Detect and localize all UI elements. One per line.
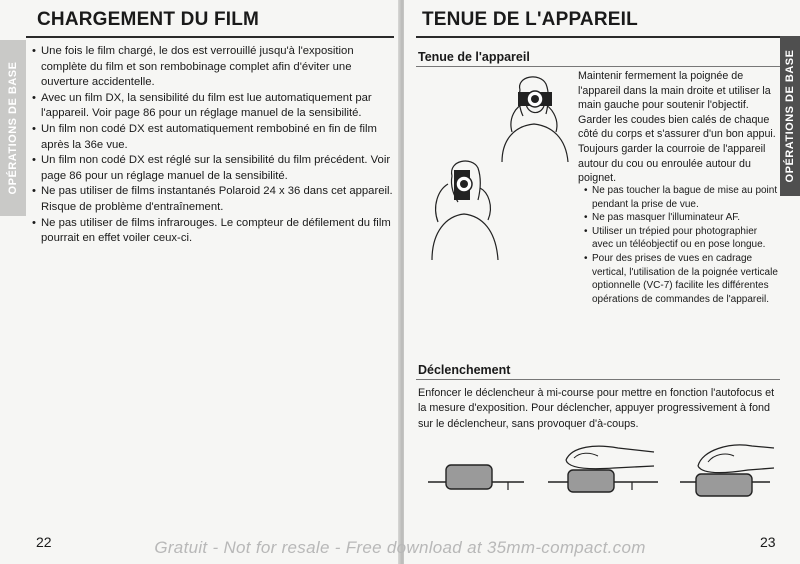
tip-item: • Ne pas toucher la bague de mise au point pendant la prise de vue.: [584, 184, 780, 211]
shutter-button-full-press: [680, 445, 774, 496]
shutter-button-half-press: [548, 446, 658, 492]
right-page-number: 23: [760, 534, 776, 550]
tip-item: • Ne pas masquer l'illuminateur AF.: [584, 211, 780, 225]
bullet-item: • Une fois le film chargé, le dos est verrouillé jusqu'à l'exposition complète du film et son rembobinage complet afin d'éviter une ouverture accidentelle.: [32, 44, 394, 91]
film-loading-bullets: [32, 44, 394, 247]
horizontal-hold-illustration: [490, 70, 580, 162]
hold-section-heading: Tenue de l'appareil: [418, 50, 530, 64]
shutter-release-diagrams: [418, 440, 778, 506]
right-title-rule: [416, 36, 782, 38]
release-instructions: Enfoncer le déclencheur à mi-course pour mettre en fonction l'autofocus et la mesure d'exposition. Pour déclencher, appuyer progressivement à fond sur le déclencheur, sans provoquer d'à-coups.: [418, 387, 775, 430]
tip-item: • Utiliser un trépied pour photographier avec un téléobjectif ou en pose longue.: [584, 225, 780, 252]
shutter-button-released: [428, 465, 524, 490]
left-side-tab-label: OPÉRATIONS DE BASE: [7, 61, 19, 195]
release-section-heading: Déclenchement: [418, 363, 511, 377]
right-side-tab-label: OPÉRATIONS DE BASE: [784, 49, 796, 183]
hold-section-rule: [416, 66, 780, 67]
vertical-hold-illustration: [424, 150, 504, 260]
release-section-rule: [416, 379, 780, 380]
right-page-title: TENUE DE L'APPAREIL: [422, 9, 638, 30]
left-page-number: 22: [36, 534, 52, 550]
bullet-item: • Ne pas utiliser de films instantanés Polaroid 24 x 36 dans cet appareil. Risque de problème d'entraînement.: [32, 184, 394, 215]
bullet-item: • Avec un film DX, la sensibilité du film est lue automatiquement par l'appareil. Voir page 86 pour un réglage manuel de la sensibilité.: [32, 91, 394, 122]
bullet-item: • Un film non codé DX est automatiquement rembobiné en fin de film après la 36e vue.: [32, 122, 394, 153]
left-side-tab: [0, 40, 26, 216]
right-side-tab: [780, 36, 800, 196]
right-page: [404, 0, 800, 564]
left-page-title: CHARGEMENT DU FILM: [37, 9, 260, 30]
watermark: Gratuit - Not for resale - Free download at 35mm-compact.com: [154, 538, 646, 557]
tip-item: • Pour des prises de vues en cadrage vertical, l'utilisation de la poignée verticale optionnelle (VC-7) facilite les différentes opérations de commandes de l'appareil.: [584, 252, 780, 306]
hold-tips: [584, 184, 780, 306]
hold-instructions: Maintenir fermement la poignée de l'appareil dans la main droite et utiliser la main gauche pour soutenir l'objectif. Garder les coudes bien calés de chaque côté du corps et s'assurer d'un bon appui. Toujours garder la courroie de l'appareil autour du cou ou enroulée autour du poignet.: [578, 70, 776, 185]
bullet-item: • Ne pas utiliser de films infrarouges. Le compteur de défilement du film pourrait en effet voiler ceux-ci.: [32, 216, 394, 247]
left-title-rule: [26, 36, 394, 38]
bullet-item: • Un film non codé DX est réglé sur la sensibilité du film précédent. Voir page 86 pour un réglage manuel de la sensibilité.: [32, 153, 394, 184]
